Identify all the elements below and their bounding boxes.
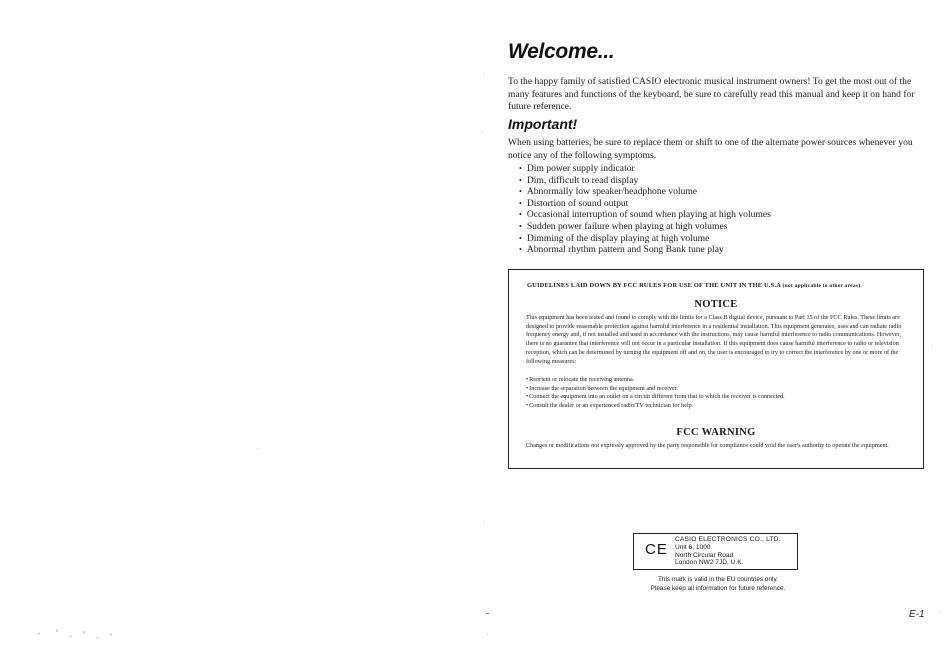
address-line: North Circular Road xyxy=(675,551,734,559)
scan-speck xyxy=(931,345,932,346)
company-name: CASIO ELECTRONICS CO., LTD. xyxy=(675,536,781,543)
scan-speck xyxy=(940,612,941,613)
important-text: When using batteries, be sure to replace them or shift to one of the alternate power sources whenever you notice any of the following symptoms. xyxy=(508,137,913,161)
list-item: • Sudden power failure when playing at high volumes xyxy=(519,221,771,233)
fcc-guidelines-header xyxy=(527,282,862,289)
scan-smudge xyxy=(30,628,120,642)
eu-validity-note xyxy=(633,575,803,593)
list-item: • Reorient or relocate the receiving antenna. xyxy=(526,376,785,385)
fcc-warning-heading: FCC WARNING xyxy=(676,427,756,438)
list-item: • Distortion of sound output xyxy=(519,198,771,210)
notice-heading: NOTICE xyxy=(694,299,738,310)
list-item: • Consult the dealer or an experienced radio/TV technician for help. xyxy=(526,402,785,411)
fcc-notice-box xyxy=(508,269,924,469)
scan-speck xyxy=(483,521,484,522)
list-item: • Dim power supply indicator xyxy=(519,163,771,175)
fcc-header-text: GUIDELINES LAID DOWN BY FCC RULES FOR USE OF THE UNIT IN THE U.S.A xyxy=(527,282,781,289)
notice-text: This equipment has been tested and found to comply with the limits for a Class B digital device, pursuant to Part 15 of the FCC Rules. These limits are designed to provide reasonable protection against harmful interference in a residential installation. This equipment generates, uses and can radiate radio frequency energy and, if not installed and used in accordance with the instructions, may cause harmful interference to radio communications. However, there is no guarantee that interference will not occur in a particular installation. If this equipment does cause harmful interference to radio or television reception, which can be determined by turning the equipment off and on, the user is encouraged to try to correct the interference by one or more of the following measures: xyxy=(526,314,902,365)
list-item: • Abnormal rhythm pattern and Song Bank tune play xyxy=(519,244,771,256)
company-address xyxy=(675,536,781,567)
scan-speck xyxy=(486,613,489,614)
eu-note-line: This mark is valid in the EU countries only. xyxy=(658,576,778,583)
address-line: Unit 6, 1000 xyxy=(675,543,711,551)
list-item: • Dim, difficult to read display xyxy=(519,175,771,187)
measures-list xyxy=(526,376,785,411)
scan-speck xyxy=(257,448,258,449)
welcome-title: Welcome... xyxy=(508,40,615,63)
ce-mark-icon: CE xyxy=(645,541,668,558)
list-item: • Connect the equipment into an outlet on a circuit different from that to which the receiver is connected. xyxy=(526,393,785,402)
fcc-warning-text: Changes or modifications not expressly approved by the party responsible for compliance could void the user's authority to operate the equipment. xyxy=(526,442,889,449)
scan-speck xyxy=(483,73,484,74)
list-item: • Increase the separation between the equipment and receiver. xyxy=(526,385,785,394)
welcome-text: To the happy family of satisfied CASIO electronic musical instrument owners! To get the most out of the many features and functions of the keyboard, be sure to carefully read this manual and keep it on hand for future reference. xyxy=(508,76,915,112)
scan-speck xyxy=(487,634,488,635)
important-title: Important! xyxy=(508,116,578,132)
page-number: E-1 xyxy=(909,609,925,620)
ce-info-box xyxy=(633,533,798,570)
address-line: London NW2 7JD, U.K. xyxy=(675,559,744,567)
fcc-header-note: (not applicable to other areas). xyxy=(782,283,862,289)
symptom-list xyxy=(519,163,771,256)
list-item: • Occasional interruption of sound when playing at high volumes xyxy=(519,209,771,221)
list-item: • Abnormally low speaker/headphone volume xyxy=(519,186,771,198)
eu-note-line: Please keep all information for future reference. xyxy=(650,585,786,592)
scan-speck xyxy=(482,132,483,133)
list-item: • Dimming of the display playing at high volume xyxy=(519,233,771,245)
